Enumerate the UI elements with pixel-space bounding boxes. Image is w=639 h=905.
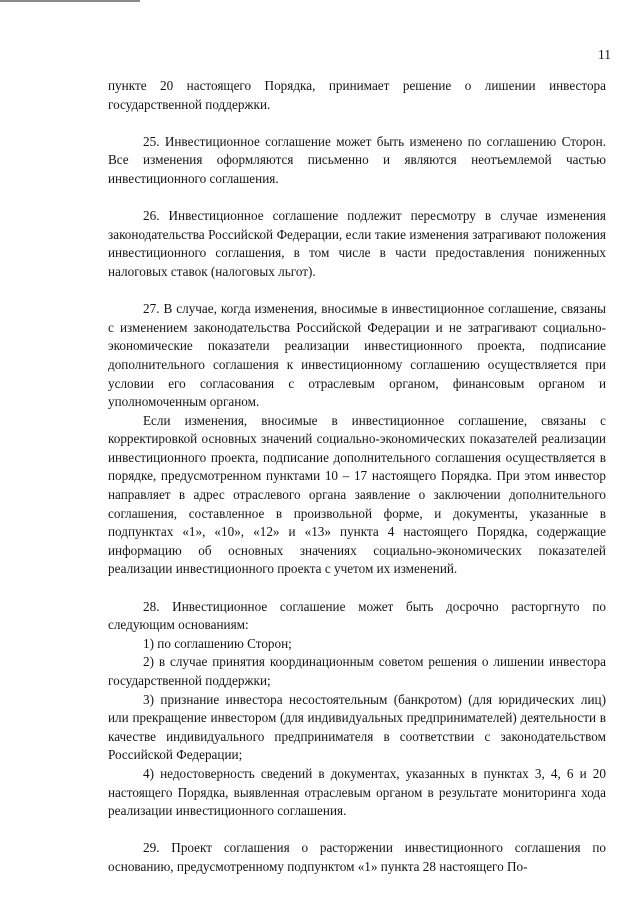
paragraph-27-part-2: Если изменения, вносимые в инвестиционное соглашение, связаны с корректировкой основных значений социально-экономических показателей реализации инвестиционного проекта, подписание дополнительного соглашения осуществляется в порядке, предусмотренном пунктами 10 – 17 настоящего Порядка. При этом инвестор направляет в адрес отраслевого органа заявление о заключении дополнительного соглашения, составленное в произвольной форме, и документы, указанные в подпунктах «1», «10», «12» и «13» пункта 4 настоящего Порядка, содержащие информацию об основных значениях социально-экономических показателей реализации инвестиционного проекта с учетом их изменений. [108,412,606,577]
list-item-28-3: 3) признание инвестора несостоятельным (банкротом) (для юридических лиц) или прекращение инвестором (для индивидуальных предпринимателей) деятельности в качестве индивидуального предпринимателя в соответствии с законодательством Российской Федерации; [108,691,606,763]
paragraph-29: 29. Проект соглашения о расторжении инвестиционного соглашения по основанию, предусмотренному подпунктом «1» пункта 28 настоящего По- [108,840,606,874]
document-body [108,77,606,877]
paragraph-26: 26. Инвестиционное соглашение подлежит пересмотру в случае изменения законодательства Российской Федерации, если такие изменения затрагивают положения инвестиционного соглашения, в том числе в части предоставления пониженных налоговых ставок (налоговых льгот). [108,208,606,279]
paragraph-27: 27. В случае, когда изменения, вносимые в инвестиционное соглашение, связаны с изменением законодательства Российской Федерации и не затрагивают социально-экономические показатели реализации инвестиционного проекта, подписание дополнительного соглашения к инвестиционному соглашению осуществляется при условии его согласования с отраслевым органом, финансовым органом и уполномоченным органом. [108,301,606,410]
page-number: 11 [598,47,611,62]
paragraph-25: 25. Инвестиционное соглашение может быть изменено по соглашению Сторон. Все изменения оформляются письменно и являются неотъемлемой частью инвестиционного соглашения. [108,133,606,186]
list-item-28-4: 4) недостоверность сведений в документах, указанных в пунктах 3, 4, 6 и 20 настоящего Порядка, выявленная отраслевым органом в результате мониторинга хода реализации инвестиционного соглашения. [108,765,606,819]
paragraph-28: 28. Инвестиционное соглашение может быть досрочно расторгнуто по следующим основаниям: [108,598,606,633]
list-item-28-1: 1) по соглашению Сторон; [143,635,292,651]
paragraph-continuation: пункте 20 настоящего Порядка, принимает решение о лишении инвестора государственной поддержки. [108,78,606,112]
scan-edge-line [0,0,140,2]
list-item-28-2: 2) в случае принятия координационным советом решения о лишении инвестора государственной поддержки; [108,654,606,688]
